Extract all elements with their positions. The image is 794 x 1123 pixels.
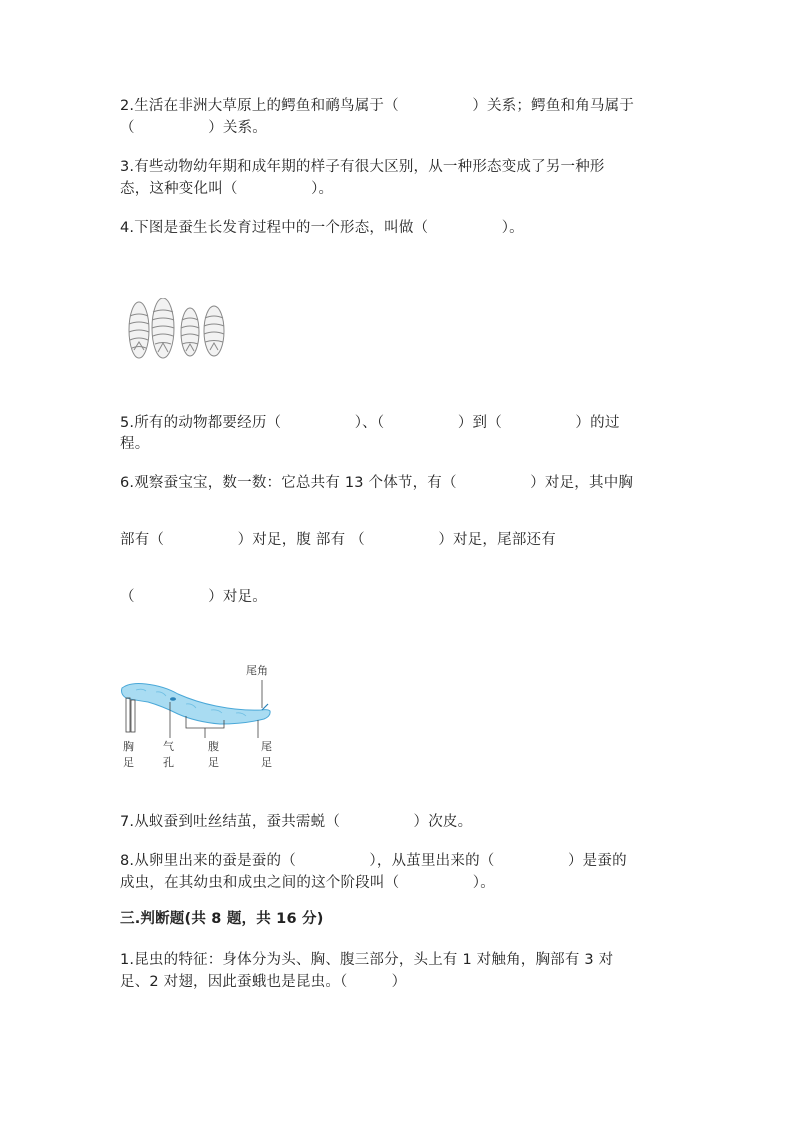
q2-line1: 2.生活在非洲大草原上的鳄鱼和鸸鸟属于（ ）关系；鳄鱼和角马属于 (120, 98, 635, 114)
tail-horn (262, 704, 268, 710)
section3-heading: 三.判断题(共 8 题，共 16 分) (120, 911, 324, 927)
pupa-4 (204, 306, 224, 356)
q6-line2: 部有（ ）对足，腹 部有 （ ）对足，尾部还有 (120, 532, 556, 548)
pupa-2 (152, 298, 174, 358)
q8-line1: 8.从卵里出来的蚕是蚕的（ ），从茧里出来的（ ）是蚕的 (120, 853, 627, 869)
label-abdominal-legs-1: 腹 (208, 740, 219, 753)
label-abdominal-legs-2: 足 (208, 756, 219, 769)
label-tail-legs-2: 足 (261, 756, 272, 769)
q6-line1: 6.观察蚕宝宝，数一数：它总共有 13 个体节，有（ ）对足，其中胸 (120, 475, 634, 491)
label-spiracle-2: 孔 (163, 756, 174, 769)
q2-line2: （ ）关系。 (120, 120, 267, 136)
label-thoracic-legs-1: 胸 (123, 740, 134, 753)
q7-line1: 7.从蚁蚕到吐丝结茧，蚕共需蜕（ ）次皮。 (120, 814, 473, 830)
label-spiracle-1: 气 (163, 740, 174, 753)
q6-line3: （ ）对足。 (120, 589, 267, 605)
q4-line1: 4.下图是蚕生长发育过程中的一个形态，叫做（ ）。 (120, 220, 524, 236)
q5-line2: 程。 (120, 436, 150, 452)
label-tail-horn: 尾角 (246, 664, 268, 677)
silkworm-larva-figure (116, 658, 286, 776)
label-thoracic-legs-2: 足 (123, 756, 134, 769)
q5-line1: 5.所有的动物都要经历（ ）、（ ）到（ ）的过 (120, 415, 620, 431)
silkworm-pupa-figure (124, 298, 234, 362)
q3-line2: 态，这种变化叫（ ）。 (120, 181, 334, 197)
pupa-1 (129, 302, 149, 358)
s3-q1-line2: 足、2 对翅，因此蚕蛾也是昆虫。（ ） (120, 974, 407, 990)
pupa-3 (181, 308, 199, 356)
q3-line1: 3.有些动物幼年期和成年期的样子有很大区别，从一种形态变成了另一种形 (120, 159, 605, 175)
s3-q1-line1: 1.昆虫的特征：身体分为头、胸、腹三部分，头上有 1 对触角，胸部有 3 对 (120, 952, 614, 968)
spiracle-mark (170, 697, 176, 701)
q8-line2: 成虫，在其幼虫和成虫之间的这个阶段叫（ ）。 (120, 875, 495, 891)
label-tail-legs-1: 尾 (261, 740, 272, 753)
